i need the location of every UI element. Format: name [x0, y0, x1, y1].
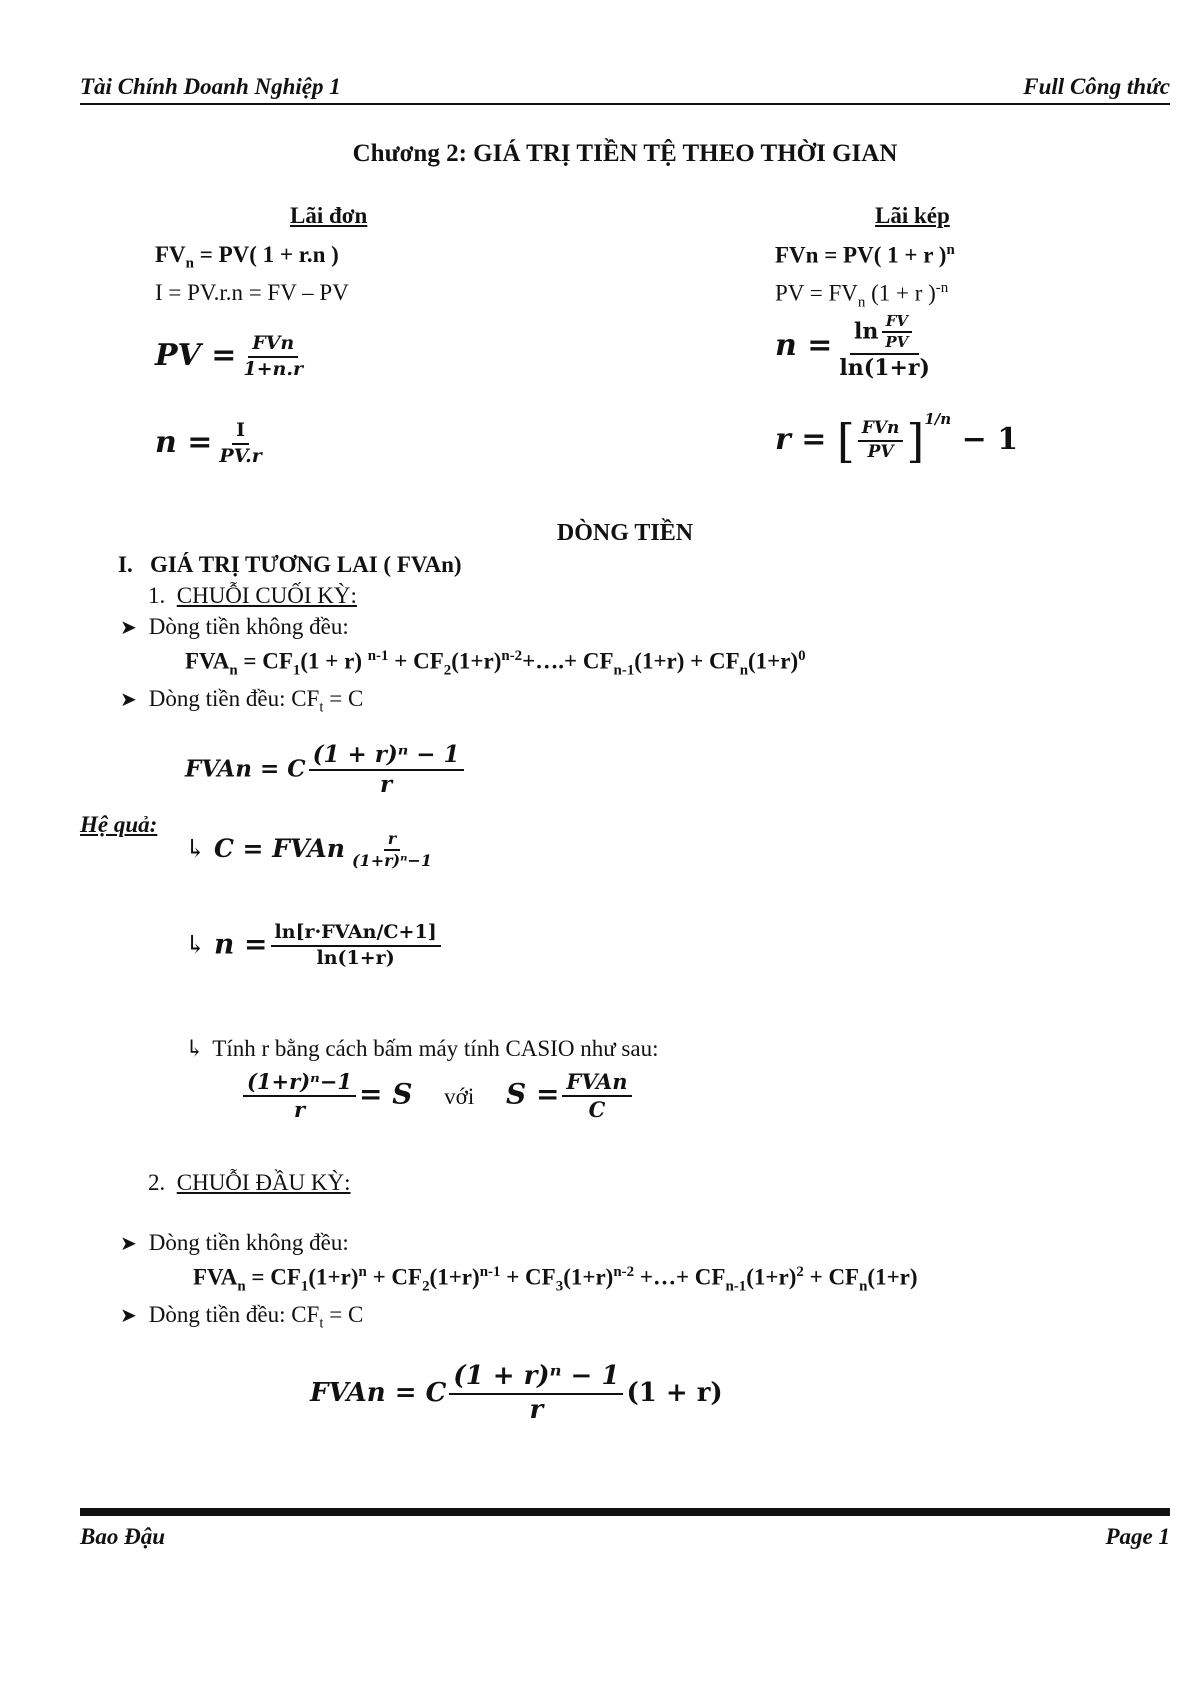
simple-pv-formula: PV = $\frac{\text{FVn}}{1+n.r}$ — [155, 332, 304, 380]
hooked-arrow-icon: ↳ — [185, 1036, 205, 1061]
corollary-n-formula: ↳ n = $\frac{\text{ln[r·FVAn/C+1]}}{\ln(1+r)}$ — [185, 922, 444, 970]
cashflow-title: DÒNG TIỀN — [556, 520, 694, 546]
even-cashflow-label-2: ➤ Dòng tiền đều: $CF_t = C$ — [120, 1302, 364, 1332]
compound-fv-formula: FVn = PV( 1 + r )$^n$ — [775, 242, 955, 268]
arrow-bullet-icon: ➤ — [120, 689, 137, 711]
fvan-uneven-begin-formula: $FVA_n = CF_1(1+r)^n + CF_2(1+r)^{n-1} + CF_3(1+r)^{n-2}$ +…+ $CF_{n-1}(1+r)^2 + CF_n(1+r)$ — [193, 1264, 918, 1295]
corollary-c-formula: ↳ C = FVAn $\frac{r}{\text{(1+r)ⁿ−1}}$ — [185, 829, 432, 871]
fvan-even-end-formula: FVAn = C $\frac{\text{(1 + r)ⁿ − 1}}{r}$ — [185, 742, 467, 799]
uneven-cashflow-label: ➤ Dòng tiền không đều: — [120, 614, 349, 639]
uneven-cashflow-label-2: ➤ Dòng tiền không đều: — [120, 1230, 349, 1255]
hooked-arrow-icon: ↳ — [185, 930, 206, 960]
casio-instruction: ↳ Tính r bằng cách bấm máy tính CASIO như sau: — [185, 1036, 659, 1061]
header-rule — [80, 103, 1170, 105]
simple-fv-formula: $FV_n = PV$( 1 + r.n ) — [155, 242, 339, 272]
header-left: Tài Chính Doanh Nghiệp 1 — [80, 74, 341, 99]
simple-interest-heading: Lãi đơn — [290, 203, 368, 228]
fvan-even-begin-formula: FVAn = C $\frac{\text{(1 + r)ⁿ − 1}}{r}$ (1 + r) — [310, 1361, 723, 1425]
fvan-uneven-end-formula: $FVA_n = CF_1(1 + r) ^{n-1}$ + $CF_2(1+r)^{n-2}+\dots.+ CF_{n-1}(1+r) + CF_n(1+r)^0$ — [185, 648, 806, 679]
compound-pv-formula: PV = $FV_n$ (1 + r )$^{-n}$ — [775, 280, 949, 311]
hooked-arrow-icon: ↳ — [185, 833, 206, 863]
compound-r-formula: r = [ $\frac{\text{FVn}}{PV}$ ]$^{1/n}$ − 1 — [775, 410, 1019, 468]
simple-interest-formula: I = PV.r.n = FV – PV — [155, 280, 349, 305]
compound-interest-heading: Lãi kép — [875, 203, 950, 228]
subsection-1-heading: 1. CHUỖI CUỐI KỲ: — [148, 583, 357, 608]
section-1-heading: I. GIÁ TRỊ TƯƠNG LAI ( FVAn) — [118, 552, 462, 577]
subsection-2-heading: 2. CHUỖI ĐẦU KỲ: — [148, 1170, 351, 1195]
casio-formula: $\frac{\text{(1+r)ⁿ−1}}{r}$ = S với S = $\frac{\text{FVAn}}{C}$ — [240, 1070, 635, 1122]
arrow-bullet-icon: ➤ — [120, 617, 137, 639]
footer-rule — [80, 1508, 1170, 1516]
chapter-title: Chương 2: GIÁ TRỊ TIỀN TỆ THEO THỜI GIAN — [352, 140, 898, 167]
compound-n-formula: n = ln $\frac{FV}{PV}$ ln(1+r) — [775, 312, 930, 381]
footer-left: Bao Đậu — [80, 1524, 165, 1549]
footer-right: Page 1 — [1105, 1524, 1170, 1549]
even-cashflow-label: ➤ Dòng tiền đều: $CF_t = C$ — [120, 686, 364, 716]
arrow-bullet-icon: ➤ — [120, 1233, 137, 1255]
arrow-bullet-icon: ➤ — [120, 1305, 137, 1327]
header-right: Full Công thức — [1023, 74, 1170, 99]
simple-n-formula: n = $\frac{I}{PV.r}$ — [155, 419, 262, 467]
corollary-label: Hệ quả: — [80, 812, 158, 837]
